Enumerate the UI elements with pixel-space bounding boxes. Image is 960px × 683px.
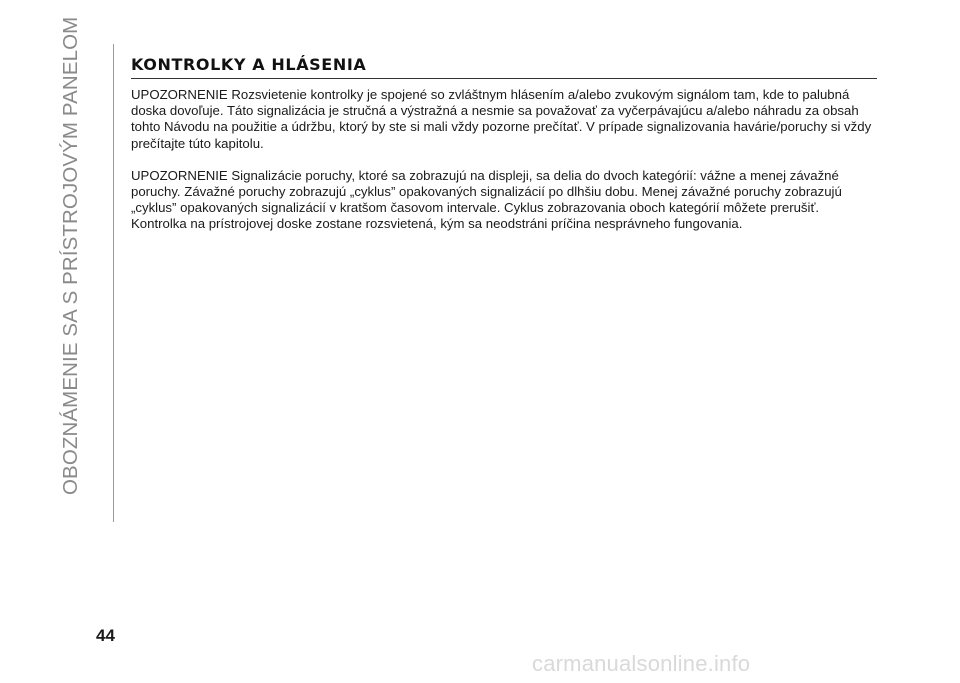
running-section-title-container	[59, 16, 116, 525]
page-number: 44	[96, 626, 115, 645]
running-section-title: OBOZNÁMENIE SA S PRÍSTROJOVÝM PANELOM	[59, 16, 82, 495]
main-content	[131, 56, 877, 233]
warning-paragraph-2: UPOZORNENIE Signalizácie poruchy, ktoré sa zobrazujú na displeji, sa delia do dvoch kategórií: vážne a menej závažné poruchy. Závažné poruchy zobrazujú „cyklus” opakovaných signalizácií po dlhšiu dobu. Menej závažné poruchy zobrazujú „cyklus” opakovaných signalizácií v kratšom časovom intervale. Cyklus zobrazovania oboch kategórií môžete prerušiť. Kontrolka na prístrojovej doske zostane rozsvietená, kým sa neodstráni príčina nesprávneho fungovania.	[131, 167, 842, 232]
watermark-text: carmanualsonline.info	[532, 651, 751, 676]
section-heading: KONTROLKY A HLÁSENIA	[131, 56, 877, 79]
side-divider-rule	[113, 44, 114, 522]
warning-paragraph-1: UPOZORNENIE Rozsvietenie kontrolky je spojené so zvláštnym hlásením a/alebo zvukovým signálom tam, kde to palubná doska dovoľuje. Táto signalizácia je stručná a výstražná a nesmie sa považovať za vyčerpávajúcu a/alebo náhradu za obsah tohto Návodu na použitie a údržbu, ktorý by ste si mali vždy pozorne prečítať. V prípade signalizovania havárie/poruchy si vždy prečítajte túto kapitolu.	[131, 87, 872, 151]
